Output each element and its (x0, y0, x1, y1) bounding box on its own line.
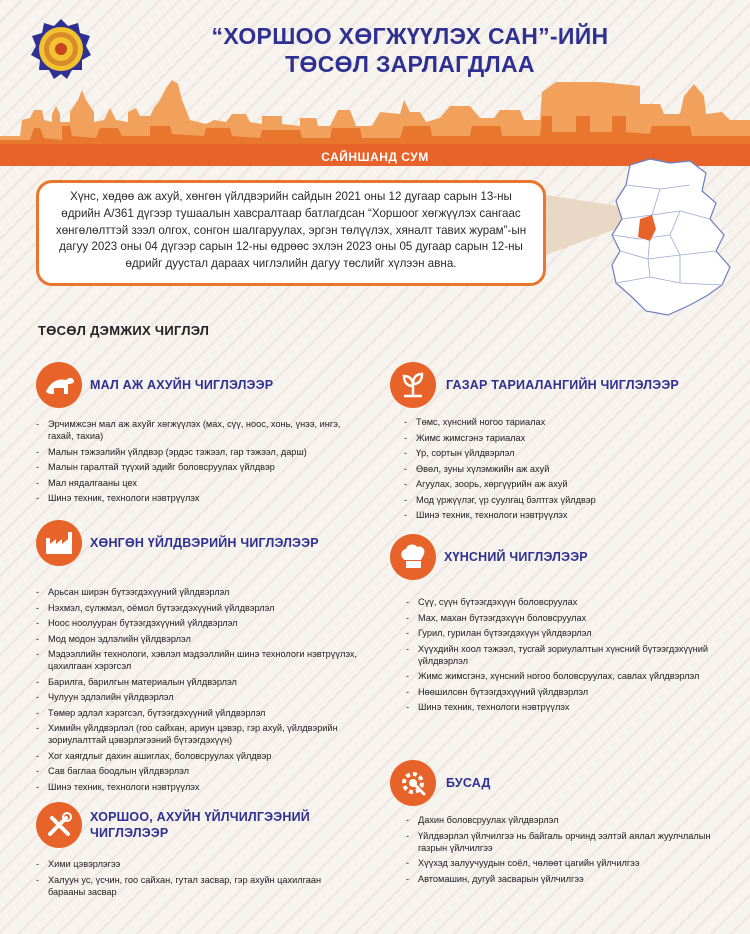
list-item: - Сүү, сүүн бүтээгдэхүүн боловсруулах (406, 597, 578, 607)
list-item: - Чулуун эдлэлийн үйлдвэрлэл (36, 692, 174, 702)
factory-icon (36, 520, 82, 566)
category-livestock (36, 362, 366, 502)
list-item: - Химийн үйлдвэрлэл (гоо сайхан, ариун цэвэр, гэр ахуй, үйлдвэрийн зориулалттай цэвэрлэгээний бүтээгдэхүүн) (36, 723, 338, 745)
sprout-icon (390, 362, 436, 408)
livestock-title: МАЛ АЖ АХУЙН ЧИГЛЭЛЭЭР (90, 378, 274, 392)
light-industry-title: ХӨНГӨН ҮЙЛДВЭРИЙН ЧИГЛЭЛЭЭР (90, 536, 319, 550)
list-item: - Гурил, гурилан бүтээгдэхүүн үйлдвэрлэл (406, 628, 592, 638)
city-skyline-illustration (0, 70, 750, 150)
livestock-list (36, 418, 356, 508)
list-item: - Хүүхдийн хоол тэжээл, тусгай зориулалтын хүнсний бүтээгдэхүүний үйлдвэрлэл (406, 643, 709, 666)
list-item: - Үр, сортын үйлдвэрлэл (404, 448, 515, 458)
list-item: - Арьсан ширэн бүтээгдэхүүний үйлдвэрлэл (36, 587, 230, 597)
list-item: - Хог хаягдлыг дахин ашиглах, боловсруулах үйлдвэр (36, 750, 272, 761)
list-item: - Хими цэвэрлэгээ (36, 859, 121, 869)
title-line-1: “ХОРШОО ХӨГЖҮҮЛЭХ САН”-ИЙН (211, 23, 609, 49)
services-title-line-2: ЧИГЛЭЛЭЭР (90, 826, 169, 840)
list-item: - Сав баглаа боодлын үйлдвэрлэл (36, 766, 189, 776)
list-item: - Өвөл, зуны хүлэмжийн аж ахуй (404, 463, 550, 474)
category-other (390, 760, 720, 890)
food-title: ХҮНСНИЙ ЧИГЛЭЛЭЭР (444, 550, 588, 564)
list-item: - Эрчимжсэн мал аж ахуйг хөгжүүлэх (мах, сүү, ноос, хонь, үнээ, ингэ, гахай, тахиа) (36, 419, 341, 441)
list-item: - Мод үржүүлэг, үр суулгац бэлтгэх үйлдвэр (404, 494, 596, 505)
header (0, 0, 750, 164)
services-list (36, 858, 326, 901)
list-item: - Жимс жимсгэнэ тариалах (404, 432, 526, 443)
list-item: - Төмс, хүнсний ногоо тариалах (404, 417, 546, 427)
agriculture-title: ГАЗАР ТАРИАЛАНГИЙН ЧИГЛЭЛЭЭР (446, 378, 679, 392)
list-item: - Жимс жимсгэнэ, хүнсний ногоо боловсруулах, савлах үйлдвэрлэл (406, 671, 700, 681)
category-agriculture (390, 362, 720, 522)
title-line-2: ТӨСӨЛ ЗАРЛАГДЛАА (285, 51, 535, 77)
region-map (540, 155, 740, 325)
list-item: - Мал нядалгааны цех (36, 477, 137, 488)
list-item: - Ноос ноолууран бүтээгдэхүүний үйлдвэрлэл (36, 618, 238, 628)
list-item: - Шинэ техник, технологи нэвтрүүлэх (406, 702, 570, 712)
list-item: - Дахин боловсруулах үйлдвэрлэл (406, 815, 559, 825)
list-item: - Малын тэжээлийн үйлдвэр (эрдэс тэжээл, гар тэжээл, дарш) (36, 446, 307, 457)
list-item: - Нөөшилсөн бүтээгдэхүүний үйлдвэрлэл (406, 686, 589, 697)
category-services (36, 802, 366, 912)
services-title (90, 809, 310, 841)
category-light-industry (36, 520, 376, 790)
list-item: - Барилга, барилгын материалын үйлдвэрлэл (36, 676, 237, 687)
list-item: - Автомашин, дугуй засварын үйлчилгээ (406, 873, 584, 884)
list-item: - Төмөр эдлэл хэрэгсэл, бүтээгдэхүүний үйлдвэрлэл (36, 707, 266, 718)
list-item: - Мэдээллийн технологи, хэвлэл мэдээллийн шинэ технологи нэвтрүүлэх, цахилгаан хэрэгсэл (36, 649, 358, 671)
other-list (406, 814, 716, 888)
list-item: - Шинэ техник, технологи нэвтрүүлэх (404, 510, 568, 520)
list-item: - Агуулах, зоорь, хөргүүрийн аж ахуй (404, 479, 568, 489)
intro-text: Хүнс, хөдөө аж ахуй, хөнгөн үйлдвэрийн сайдын 2021 оны 12 дугаар сарын 13-ны өдрийн А/361 дүгээр тушаалын хавсралтаар батлагдсан “Хоршоог хөгжүүлэх сангаас хөнгөлөлттэй зээл олгох, сонгон шалгаруулах, эргэн төлүүлэх, хяналт тавих журам”-ын дагуу 2023 оны 04 дүгээр сарын 12-ны өдрөөс эхлэн 2023 оны 05 дугаар сарын 12-ны өдрийг дуустал дараах чиглэлийн дагуу төслийг хүлээн авна. (36, 180, 546, 286)
list-item: - Малын гаралтай түүхий эдийг боловсруулах үйлдвэр (36, 462, 275, 472)
list-item: - Хүүхэд залуучуудын соёл, чөлөөт цагийн үйлчилгээ (406, 858, 640, 868)
gear-wrench-icon (390, 760, 436, 806)
list-item: - Үйлдвэрлэл үйлчилгээ нь байгаль орчинд ээлтэй аялал жуулчлалын газрын үйлчилгээ (406, 830, 711, 853)
category-food (390, 534, 720, 724)
services-title-line-1: ХОРШОО, АХУЙН ҮЙЛЧИЛГЭЭНИЙ (90, 810, 310, 824)
list-item: - Нэхмэл, сүлжмэл, оёмол бүтээгдэхүүний үйлдвэрлэл (36, 602, 275, 613)
livestock-icon (36, 362, 82, 408)
food-list (406, 596, 716, 717)
section-title: ТӨСӨЛ ДЭМЖИХ ЧИГЛЭЛ (38, 323, 210, 338)
list-item: - Шинэ техник, технологи нэвтрүүлэх (36, 781, 200, 792)
agriculture-list (404, 416, 714, 525)
list-item: - Шинэ техник, технологи нэвтрүүлэх (36, 493, 200, 503)
chef-hat-icon (390, 534, 436, 580)
tools-icon (36, 802, 82, 848)
list-item: - Халуун ус, үсчин, гоо сайхан, гутал засвар, гэр ахуйн цахилгаан барааны засвар (36, 874, 322, 897)
light-industry-list (36, 586, 366, 796)
location-band: САЙНШАНД СУМ (0, 148, 750, 166)
list-item: - Мах, махан бүтээгдэхүүн боловсруулах (406, 612, 587, 623)
other-title: БУСАД (446, 776, 491, 790)
list-item: - Мод модон эдлэлийн үйлдвэрлэл (36, 633, 191, 644)
